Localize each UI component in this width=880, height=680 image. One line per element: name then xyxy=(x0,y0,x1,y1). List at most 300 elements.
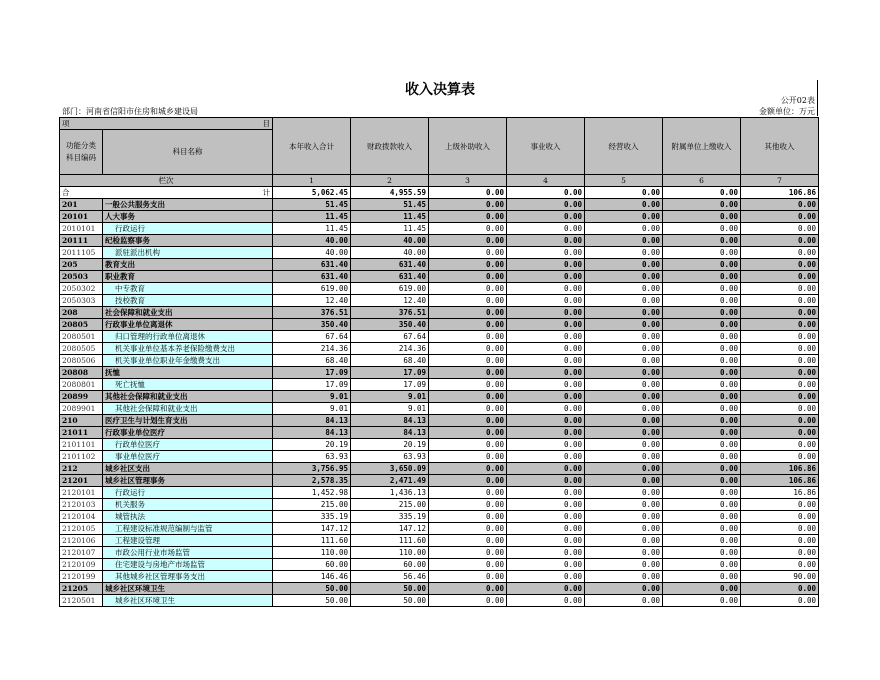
row-code: 2120104 xyxy=(60,511,103,523)
row-value: 67.64 xyxy=(273,331,351,343)
row-value: 0.00 xyxy=(429,451,507,463)
row-name: 事业单位医疗 xyxy=(103,451,273,463)
row-value: 0.00 xyxy=(741,427,819,439)
row-code: 210 xyxy=(60,415,103,427)
row-value: 0.00 xyxy=(507,499,585,511)
row-value: 0.00 xyxy=(663,235,741,247)
table-row xyxy=(60,463,819,475)
row-value: 0.00 xyxy=(507,427,585,439)
row-value: 17.09 xyxy=(351,367,429,379)
row-value: 0.00 xyxy=(507,235,585,247)
row-value: 0.00 xyxy=(663,199,741,211)
row-value: 0.00 xyxy=(663,259,741,271)
serial-6: 6 xyxy=(663,175,741,187)
table-row xyxy=(60,307,819,319)
row-value: 0.00 xyxy=(741,511,819,523)
row-code: 2120501 xyxy=(60,595,103,607)
row-value: 0.00 xyxy=(741,523,819,535)
row-code: 2050302 xyxy=(60,283,103,295)
row-value: 0.00 xyxy=(507,583,585,595)
row-name: 其他社会保障和就业支出 xyxy=(103,403,273,415)
row-value: 0.00 xyxy=(741,343,819,355)
row-value: 0.00 xyxy=(663,403,741,415)
header-item-row xyxy=(60,118,819,130)
serial-row xyxy=(60,175,819,187)
row-value: 110.00 xyxy=(273,547,351,559)
row-value: 0.00 xyxy=(741,199,819,211)
row-value: 214.36 xyxy=(273,343,351,355)
table-row xyxy=(60,295,819,307)
row-value: 0.00 xyxy=(741,595,819,607)
row-value: 0.00 xyxy=(663,319,741,331)
table-row xyxy=(60,247,819,259)
serial-5: 5 xyxy=(585,175,663,187)
row-value: 147.12 xyxy=(351,523,429,535)
row-code: 2011105 xyxy=(60,247,103,259)
row-name: 城管执法 xyxy=(103,511,273,523)
row-value: 0.00 xyxy=(429,295,507,307)
header-col-5: 经营收入 xyxy=(585,118,663,175)
row-value: 0.00 xyxy=(585,559,663,571)
row-code: 2120103 xyxy=(60,499,103,511)
row-code: 2089901 xyxy=(60,403,103,415)
row-value: 631.40 xyxy=(273,271,351,283)
row-value: 0.00 xyxy=(507,283,585,295)
row-value: 0.00 xyxy=(585,379,663,391)
row-value: 0.00 xyxy=(585,523,663,535)
row-value: 90.00 xyxy=(741,571,819,583)
row-value: 12.40 xyxy=(273,295,351,307)
row-value: 0.00 xyxy=(429,571,507,583)
row-value: 0.00 xyxy=(663,535,741,547)
row-value: 0.00 xyxy=(585,427,663,439)
row-value: 12.40 xyxy=(351,295,429,307)
row-value: 0.00 xyxy=(429,379,507,391)
row-code: 2101102 xyxy=(60,451,103,463)
row-value: 0.00 xyxy=(741,415,819,427)
row-name: 行政事业单位离退休 xyxy=(103,319,273,331)
row-value: 0.00 xyxy=(429,583,507,595)
row-value: 0.00 xyxy=(585,343,663,355)
row-value: 0.00 xyxy=(585,211,663,223)
row-value: 0.00 xyxy=(663,427,741,439)
row-name: 行政运行 xyxy=(103,223,273,235)
row-value: 0.00 xyxy=(663,547,741,559)
row-code: 21011 xyxy=(60,427,103,439)
row-code: 20808 xyxy=(60,367,103,379)
row-value: 0.00 xyxy=(507,535,585,547)
row-value: 0.00 xyxy=(429,559,507,571)
row-name: 技校教育 xyxy=(103,295,273,307)
row-code: 2010101 xyxy=(60,223,103,235)
row-value: 0.00 xyxy=(663,511,741,523)
row-value: 17.09 xyxy=(273,367,351,379)
table-row xyxy=(60,211,819,223)
row-value: 0.00 xyxy=(507,595,585,607)
row-value: 0.00 xyxy=(429,535,507,547)
row-value: 110.00 xyxy=(351,547,429,559)
row-name: 一般公共服务支出 xyxy=(103,199,273,211)
header-item-cell xyxy=(60,118,273,130)
form-number: 公开02表 xyxy=(780,96,815,105)
header-col-1: 本年收入合计 xyxy=(273,118,351,175)
row-name: 纪检监察事务 xyxy=(103,235,273,247)
row-value: 0.00 xyxy=(741,283,819,295)
row-value: 56.46 xyxy=(351,571,429,583)
row-value: 40.00 xyxy=(273,235,351,247)
table-row xyxy=(60,283,819,295)
row-value: 0.00 xyxy=(663,247,741,259)
row-value: 0.00 xyxy=(585,331,663,343)
row-name: 其他社会保障和就业支出 xyxy=(103,391,273,403)
row-value: 50.00 xyxy=(273,583,351,595)
row-value: 0.00 xyxy=(585,547,663,559)
table-row xyxy=(60,223,819,235)
row-value: 0.00 xyxy=(741,223,819,235)
header-item-left: 项 xyxy=(62,119,70,128)
row-value: 619.00 xyxy=(351,283,429,295)
row-value: 0.00 xyxy=(663,331,741,343)
row-value: 40.00 xyxy=(351,235,429,247)
row-value: 0.00 xyxy=(429,415,507,427)
row-name: 市政公用行业市场监管 xyxy=(103,547,273,559)
row-value: 0.00 xyxy=(663,499,741,511)
row-value: 1,436.13 xyxy=(351,487,429,499)
row-value: 9.01 xyxy=(351,391,429,403)
row-value: 376.51 xyxy=(351,307,429,319)
row-value: 0.00 xyxy=(429,475,507,487)
row-name: 抚恤 xyxy=(103,367,273,379)
row-value: 0.00 xyxy=(585,583,663,595)
header-item-right: 目 xyxy=(262,119,270,128)
row-value: 0.00 xyxy=(507,451,585,463)
row-value: 2,578.35 xyxy=(273,475,351,487)
row-value: 111.60 xyxy=(351,535,429,547)
row-value: 51.45 xyxy=(351,199,429,211)
row-value: 0.00 xyxy=(429,223,507,235)
row-name: 职业教育 xyxy=(103,271,273,283)
row-name: 机关服务 xyxy=(103,499,273,511)
row-value: 0.00 xyxy=(741,451,819,463)
row-name: 派驻派出机构 xyxy=(103,247,273,259)
row-value: 0.00 xyxy=(585,295,663,307)
total-value: 0.00 xyxy=(507,187,585,199)
row-code: 2120105 xyxy=(60,523,103,535)
row-value: 20.19 xyxy=(273,439,351,451)
row-name: 行政事业单位医疗 xyxy=(103,427,273,439)
row-name: 城乡社区支出 xyxy=(103,463,273,475)
row-value: 0.00 xyxy=(429,403,507,415)
row-value: 376.51 xyxy=(273,307,351,319)
row-value: 84.13 xyxy=(273,427,351,439)
row-code: 212 xyxy=(60,463,103,475)
row-value: 0.00 xyxy=(507,475,585,487)
row-code: 20111 xyxy=(60,235,103,247)
row-code: 20503 xyxy=(60,271,103,283)
row-value: 0.00 xyxy=(585,367,663,379)
serial-3: 3 xyxy=(429,175,507,187)
header-col-6: 附属单位上缴收入 xyxy=(663,118,741,175)
row-value: 0.00 xyxy=(429,595,507,607)
row-code: 2120106 xyxy=(60,535,103,547)
header-col-7: 其他收入 xyxy=(741,118,819,175)
row-value: 0.00 xyxy=(741,211,819,223)
row-value: 0.00 xyxy=(585,439,663,451)
row-value: 0.00 xyxy=(741,499,819,511)
row-value: 0.00 xyxy=(429,367,507,379)
row-value: 0.00 xyxy=(429,199,507,211)
row-value: 335.19 xyxy=(273,511,351,523)
row-value: 0.00 xyxy=(507,439,585,451)
row-value: 0.00 xyxy=(663,583,741,595)
row-value: 0.00 xyxy=(585,595,663,607)
row-value: 0.00 xyxy=(507,379,585,391)
table-row xyxy=(60,367,819,379)
row-name: 机关事业单位职业年金缴费支出 xyxy=(103,355,273,367)
row-value: 0.00 xyxy=(741,247,819,259)
row-value: 0.00 xyxy=(663,343,741,355)
row-value: 0.00 xyxy=(507,523,585,535)
row-value: 0.00 xyxy=(585,247,663,259)
row-name: 工程建设标准规范编制与监管 xyxy=(103,523,273,535)
row-name: 社会保障和就业支出 xyxy=(103,307,273,319)
header-name: 科目名称 xyxy=(103,130,273,175)
row-value: 0.00 xyxy=(741,583,819,595)
row-value: 1,452.98 xyxy=(273,487,351,499)
row-value: 0.00 xyxy=(741,259,819,271)
row-value: 631.40 xyxy=(273,259,351,271)
row-value: 0.00 xyxy=(429,523,507,535)
row-code: 2080501 xyxy=(60,331,103,343)
row-value: 0.00 xyxy=(585,463,663,475)
row-value: 0.00 xyxy=(507,247,585,259)
row-value: 17.09 xyxy=(273,379,351,391)
table-row xyxy=(60,499,819,511)
header-col-4: 事业收入 xyxy=(507,118,585,175)
row-value: 0.00 xyxy=(585,283,663,295)
table-row xyxy=(60,439,819,451)
row-value: 0.00 xyxy=(585,235,663,247)
row-code: 201 xyxy=(60,199,103,211)
row-value: 0.00 xyxy=(429,427,507,439)
serial-label: 栏次 xyxy=(60,175,273,187)
row-code: 20805 xyxy=(60,319,103,331)
row-value: 0.00 xyxy=(429,355,507,367)
row-value: 0.00 xyxy=(429,463,507,475)
row-value: 20.19 xyxy=(351,439,429,451)
row-value: 0.00 xyxy=(663,571,741,583)
row-value: 0.00 xyxy=(585,571,663,583)
row-value: 146.46 xyxy=(273,571,351,583)
row-value: 0.00 xyxy=(585,451,663,463)
row-value: 50.00 xyxy=(351,583,429,595)
table-row xyxy=(60,487,819,499)
row-value: 0.00 xyxy=(585,355,663,367)
table-row xyxy=(60,235,819,247)
row-value: 214.36 xyxy=(351,343,429,355)
row-code: 2120109 xyxy=(60,559,103,571)
row-value: 40.00 xyxy=(273,247,351,259)
row-value: 0.00 xyxy=(663,463,741,475)
row-value: 0.00 xyxy=(663,211,741,223)
row-value: 0.00 xyxy=(663,355,741,367)
row-value: 0.00 xyxy=(429,547,507,559)
serial-1: 1 xyxy=(273,175,351,187)
row-value: 68.40 xyxy=(351,355,429,367)
row-value: 0.00 xyxy=(585,319,663,331)
row-value: 0.00 xyxy=(507,355,585,367)
total-value: 0.00 xyxy=(585,187,663,199)
row-value: 0.00 xyxy=(741,535,819,547)
row-value: 0.00 xyxy=(507,403,585,415)
row-value: 0.00 xyxy=(507,367,585,379)
table-row xyxy=(60,403,819,415)
table-row xyxy=(60,523,819,535)
row-value: 0.00 xyxy=(429,211,507,223)
table-row xyxy=(60,199,819,211)
table-row xyxy=(60,595,819,607)
row-value: 51.45 xyxy=(273,199,351,211)
row-value: 0.00 xyxy=(741,295,819,307)
table-row xyxy=(60,559,819,571)
total-value: 106.86 xyxy=(741,187,819,199)
row-code: 21205 xyxy=(60,583,103,595)
row-value: 0.00 xyxy=(663,271,741,283)
row-value: 0.00 xyxy=(741,307,819,319)
row-value: 0.00 xyxy=(507,487,585,499)
row-code: 21201 xyxy=(60,475,103,487)
table-row xyxy=(60,343,819,355)
row-value: 3,650.09 xyxy=(351,463,429,475)
row-value: 0.00 xyxy=(663,379,741,391)
row-value: 0.00 xyxy=(663,307,741,319)
row-value: 68.40 xyxy=(273,355,351,367)
row-code: 2050303 xyxy=(60,295,103,307)
unit-label: 金额单位：万元 xyxy=(759,107,815,116)
table-row xyxy=(60,379,819,391)
row-value: 9.01 xyxy=(273,391,351,403)
row-value: 0.00 xyxy=(741,379,819,391)
table-row xyxy=(60,451,819,463)
row-name: 行政单位医疗 xyxy=(103,439,273,451)
row-value: 63.93 xyxy=(273,451,351,463)
row-value: 0.00 xyxy=(663,439,741,451)
row-value: 0.00 xyxy=(429,343,507,355)
row-value: 17.09 xyxy=(351,379,429,391)
row-name: 教育支出 xyxy=(103,259,273,271)
row-code: 2080506 xyxy=(60,355,103,367)
row-value: 215.00 xyxy=(273,499,351,511)
row-name: 机关事业单位基本养老保险缴费支出 xyxy=(103,343,273,355)
row-value: 84.13 xyxy=(351,415,429,427)
row-value: 0.00 xyxy=(429,283,507,295)
row-value: 84.13 xyxy=(273,415,351,427)
row-value: 0.00 xyxy=(507,211,585,223)
row-value: 0.00 xyxy=(507,391,585,403)
total-value: 0.00 xyxy=(663,187,741,199)
row-name: 行政运行 xyxy=(103,487,273,499)
row-value: 0.00 xyxy=(429,307,507,319)
table-row xyxy=(60,427,819,439)
row-value: 619.00 xyxy=(273,283,351,295)
row-value: 11.45 xyxy=(273,223,351,235)
row-code: 205 xyxy=(60,259,103,271)
row-value: 0.00 xyxy=(429,487,507,499)
row-value: 0.00 xyxy=(741,319,819,331)
row-value: 0.00 xyxy=(585,475,663,487)
row-code: 2120101 xyxy=(60,487,103,499)
row-value: 0.00 xyxy=(663,415,741,427)
table-row xyxy=(60,355,819,367)
row-value: 0.00 xyxy=(585,271,663,283)
row-value: 350.40 xyxy=(273,319,351,331)
row-code: 20899 xyxy=(60,391,103,403)
row-name: 中专教育 xyxy=(103,283,273,295)
row-value: 0.00 xyxy=(429,319,507,331)
table-row xyxy=(60,391,819,403)
row-name: 归口管理的行政单位离退休 xyxy=(103,331,273,343)
row-name: 人大事务 xyxy=(103,211,273,223)
row-value: 60.00 xyxy=(351,559,429,571)
row-value: 0.00 xyxy=(507,319,585,331)
row-value: 0.00 xyxy=(429,511,507,523)
row-value: 0.00 xyxy=(429,439,507,451)
row-value: 0.00 xyxy=(507,295,585,307)
total-value: 5,062.45 xyxy=(273,187,351,199)
row-value: 9.01 xyxy=(351,403,429,415)
row-value: 0.00 xyxy=(507,571,585,583)
row-value: 67.64 xyxy=(351,331,429,343)
row-value: 2,471.49 xyxy=(351,475,429,487)
row-value: 0.00 xyxy=(429,391,507,403)
row-value: 0.00 xyxy=(663,391,741,403)
row-value: 84.13 xyxy=(351,427,429,439)
row-value: 0.00 xyxy=(663,451,741,463)
table-row xyxy=(60,331,819,343)
row-value: 0.00 xyxy=(429,235,507,247)
row-value: 0.00 xyxy=(741,391,819,403)
serial-7: 7 xyxy=(741,175,819,187)
row-value: 215.00 xyxy=(351,499,429,511)
row-value: 0.00 xyxy=(507,559,585,571)
row-value: 631.40 xyxy=(351,259,429,271)
row-value: 0.00 xyxy=(741,235,819,247)
row-value: 147.12 xyxy=(273,523,351,535)
table-row xyxy=(60,583,819,595)
row-value: 0.00 xyxy=(663,283,741,295)
row-value: 631.40 xyxy=(351,271,429,283)
row-name: 其他城乡社区管理事务支出 xyxy=(103,571,273,583)
row-value: 0.00 xyxy=(507,307,585,319)
row-code: 2120199 xyxy=(60,571,103,583)
row-value: 106.86 xyxy=(741,463,819,475)
table-row xyxy=(60,571,819,583)
row-value: 0.00 xyxy=(507,199,585,211)
header-col-2: 财政拨款收入 xyxy=(351,118,429,175)
row-value: 0.00 xyxy=(507,331,585,343)
row-value: 0.00 xyxy=(741,355,819,367)
row-value: 0.00 xyxy=(585,223,663,235)
row-value: 0.00 xyxy=(663,523,741,535)
row-value: 335.19 xyxy=(351,511,429,523)
row-value: 0.00 xyxy=(741,547,819,559)
row-code: 2101101 xyxy=(60,439,103,451)
total-left: 合 xyxy=(62,188,70,197)
income-table xyxy=(59,117,819,607)
row-value: 0.00 xyxy=(585,499,663,511)
row-value: 0.00 xyxy=(585,511,663,523)
table-row xyxy=(60,319,819,331)
